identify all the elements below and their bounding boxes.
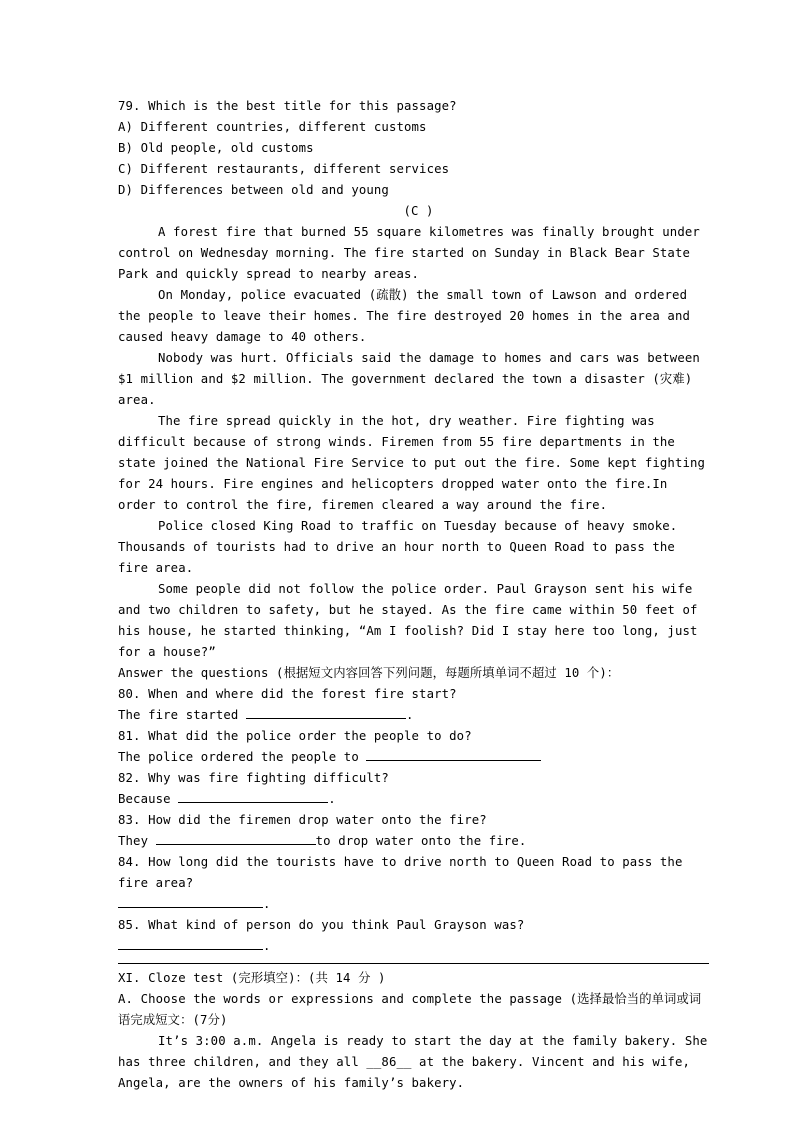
question-84-answer-line — [118, 894, 709, 915]
question-79-answer: (C ) — [403, 204, 434, 218]
question-82-answer-prefix: Because — [118, 792, 179, 806]
question-83-stem: 83. How did the firemen drop water onto the fire? — [118, 813, 487, 827]
question-81-stem: 81. What did the police order the people to do? — [118, 729, 472, 743]
cloze-section-heading: XI. Cloze test (完形填空)：(共 14 分 ) — [118, 971, 386, 985]
question-84-stem: 84. How long did the tourists have to drive north to Queen Road to pass the fire area? — [118, 855, 683, 890]
question-79-option-c: C) Different restaurants, different services — [118, 162, 450, 176]
question-79-option-d: D) Differences between old and young — [118, 183, 389, 197]
question-79-option-a: A) Different countries, different customs — [118, 120, 427, 134]
passage-paragraph-3: Nobody was hurt. Officials said the damage to homes and cars was between $1 million and $2 million. The government declared the town a disaster (灾难) area. — [118, 351, 700, 407]
question-79-option-b: B) Old people, old customs — [118, 141, 314, 155]
question-80-answer-suffix: . — [405, 708, 414, 722]
cloze-passage: It’s 3:00 a.m. Angela is ready to start the day at the family bakery. She has three children, and they all __86__ at the bakery. Vincent and his wife, Angela, are the owners of his family’s bakery. — [118, 1034, 708, 1090]
question-80-answer-prefix: The fire started — [118, 708, 246, 722]
question-80-answer-blank[interactable] — [246, 705, 406, 719]
question-80-stem: 80. When and where did the forest fire start? — [118, 687, 457, 701]
question-85-stem: 85. What kind of person do you think Paul Grayson was? — [118, 918, 525, 932]
answer-instruction: Answer the questions (根据短文内容回答下列问题，每题所填单词不超过 10 个)： — [118, 666, 620, 680]
cloze-part-a-instruction: A. Choose the words or expressions and complete the passage (选择最恰当的单词或词语完成短文：(7分) — [118, 992, 702, 1027]
question-81-answer-prefix: The police ordered the people to — [118, 750, 367, 764]
passage-paragraph-6: Some people did not follow the police order. Paul Grayson sent his wife and two children to safety, but he stayed. As the fire came within 50 feet of his house, he started thinking, “Am I foolish? Did I stay here too long, just for a house?” — [118, 582, 698, 659]
question-84-answer-suffix: . — [263, 897, 271, 911]
question-81-answer-blank[interactable] — [366, 747, 541, 761]
question-82-answer-blank[interactable] — [178, 789, 328, 803]
passage-paragraph-5: Police closed King Road to traffic on Tuesday because of heavy smoke. Thousands of tourists had to drive an hour north to Queen Road to pass the fire area. — [118, 519, 678, 575]
question-83-answer-line — [118, 831, 709, 852]
passage-paragraph-4: The fire spread quickly in the hot, dry weather. Fire fighting was difficult because of strong winds. Firemen from 55 fire departments in the state joined the National Fire Service to put out the fire. Some kept fighting for 24 hours. Fire engines and helicopters dropped water onto the fire.In order to control the fire, firemen cleared a way around the fire. — [118, 414, 706, 512]
passage-paragraph-2: On Monday, police evacuated (疏散) the small town of Lawson and ordered the people to leave their homes. The fire destroyed 20 homes in the area and caused heavy damage to 40 others. — [118, 288, 691, 344]
question-82-answer-line — [118, 789, 709, 810]
question-83-answer-blank[interactable] — [156, 831, 316, 845]
question-85-answer-suffix: . — [263, 939, 271, 953]
question-82-answer-suffix: . — [328, 792, 336, 806]
question-85-answer-blank[interactable] — [118, 936, 263, 950]
passage-paragraph-1: A forest fire that burned 55 square kilometres was finally brought under control on Wednesday morning. The fire started on Sunday in Black Bear State Park and quickly spread to nearby areas. — [118, 225, 700, 281]
section-divider — [118, 963, 709, 964]
question-80-answer-line — [118, 705, 709, 726]
question-82-stem: 82. Why was fire fighting difficult? — [118, 771, 389, 785]
question-84-answer-blank[interactable] — [118, 894, 263, 908]
question-79-stem: 79. Which is the best title for this passage? — [118, 99, 457, 113]
question-81-answer-line — [118, 747, 709, 768]
question-85-answer-line — [118, 936, 709, 957]
document-content — [118, 96, 709, 1094]
question-83-answer-prefix: They — [118, 834, 156, 848]
question-83-answer-suffix: to drop water onto the fire. — [315, 834, 527, 848]
